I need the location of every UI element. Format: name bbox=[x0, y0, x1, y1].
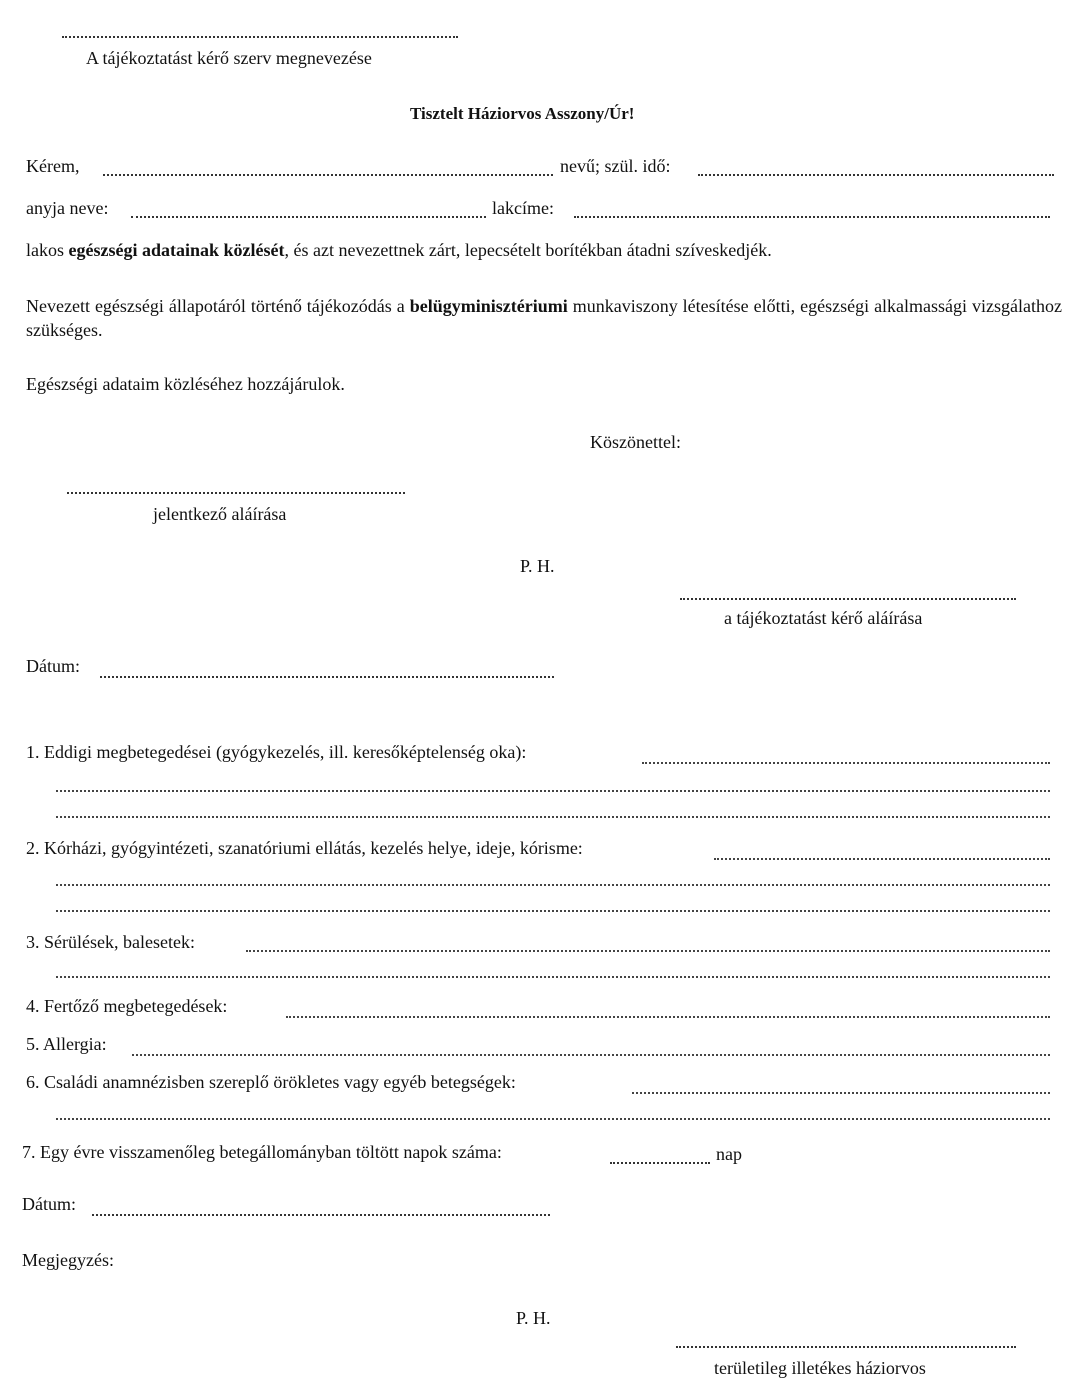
purpose-a: Nevezett egészségi állapotáról történő tájékozódás a bbox=[26, 296, 410, 316]
purpose-bold: belügyminisztériumi bbox=[409, 296, 568, 316]
date-label-2: Dátum: bbox=[22, 1194, 76, 1214]
item-6-field[interactable] bbox=[632, 1092, 1050, 1094]
purpose-paragraph bbox=[26, 294, 1062, 342]
item-2-field[interactable] bbox=[714, 858, 1050, 860]
requester-signature-line[interactable] bbox=[680, 598, 1016, 600]
sick-days-field[interactable] bbox=[610, 1162, 710, 1164]
item-7: 7. Egy évre visszamenőleg betegállományban töltött napok száma: bbox=[22, 1142, 502, 1162]
stamp-label-1: P. H. bbox=[520, 556, 555, 576]
item-5-field[interactable] bbox=[132, 1054, 1050, 1056]
nevu-label: nevű; szül. idő: bbox=[560, 156, 671, 176]
mother-name-field[interactable] bbox=[131, 216, 486, 218]
item-2-line-3[interactable] bbox=[56, 910, 1050, 912]
address-label: lakcíme: bbox=[492, 198, 554, 218]
date-field-1[interactable] bbox=[100, 676, 554, 678]
doctor-label: területileg illetékes háziorvos bbox=[714, 1358, 926, 1378]
request-line-bold: egészségi adatainak közlését bbox=[68, 240, 285, 260]
request-line-b: , és azt nevezettnek zárt, lepecsételt borítékban átadni szíveskedjék. bbox=[284, 240, 772, 260]
item-1-line-3[interactable] bbox=[56, 816, 1050, 818]
item-6-line-2[interactable] bbox=[56, 1118, 1050, 1120]
request-line-a: lakos bbox=[26, 240, 69, 260]
item-2: 2. Kórházi, gyógyintézeti, szanatóriumi ellátás, kezelés helye, ideje, kórisme: bbox=[26, 838, 583, 858]
mother-name-label: anyja neve: bbox=[26, 198, 109, 218]
consent-text: Egészségi adataim közléséhez hozzájárulok. bbox=[26, 374, 345, 394]
doctor-signature-line[interactable] bbox=[676, 1346, 1016, 1348]
address-field[interactable] bbox=[574, 216, 1050, 218]
name-field[interactable] bbox=[103, 174, 553, 176]
purpose-b: munkaviszony létesítése előtti, egészségi alkalmassági vizsgálathoz szükséges. bbox=[26, 296, 1062, 340]
item-3: 3. Sérülések, balesetek: bbox=[26, 932, 195, 952]
item-3-field[interactable] bbox=[246, 950, 1050, 952]
item-4-field[interactable] bbox=[286, 1016, 1050, 1018]
item-5: 5. Allergia: bbox=[26, 1034, 107, 1054]
item-1: 1. Eddigi megbetegedései (gyógykezelés, ill. keresőképtelenség oka): bbox=[26, 742, 527, 762]
requester-signature-label: a tájékoztatást kérő aláírása bbox=[724, 608, 923, 628]
item-4: 4. Fertőző megbetegedések: bbox=[26, 996, 228, 1016]
item-1-field[interactable] bbox=[642, 762, 1050, 764]
request-line bbox=[26, 240, 772, 261]
days-unit: nap bbox=[716, 1144, 742, 1164]
item-6: 6. Családi anamnézisben szereplő örökletes vagy egyéb betegségek: bbox=[26, 1072, 516, 1092]
thanks-text: Köszönettel: bbox=[590, 432, 681, 452]
date-field-2[interactable] bbox=[92, 1214, 550, 1216]
item-3-line-2[interactable] bbox=[56, 976, 1050, 978]
item-2-line-2[interactable] bbox=[56, 884, 1050, 886]
org-name-line[interactable] bbox=[62, 36, 458, 38]
stamp-label-2: P. H. bbox=[516, 1308, 551, 1328]
note-label: Megjegyzés: bbox=[22, 1250, 114, 1270]
applicant-signature-label: jelentkező aláírása bbox=[153, 504, 287, 524]
date-label-1: Dátum: bbox=[26, 656, 80, 676]
applicant-signature-line[interactable] bbox=[67, 492, 405, 494]
kerem-label: Kérem, bbox=[26, 156, 80, 176]
org-name-label: A tájékoztatást kérő szerv megnevezése bbox=[86, 48, 372, 68]
birth-date-field[interactable] bbox=[698, 174, 1054, 176]
item-1-line-2[interactable] bbox=[56, 790, 1050, 792]
salutation: Tisztelt Háziorvos Asszony/Úr! bbox=[410, 104, 635, 123]
